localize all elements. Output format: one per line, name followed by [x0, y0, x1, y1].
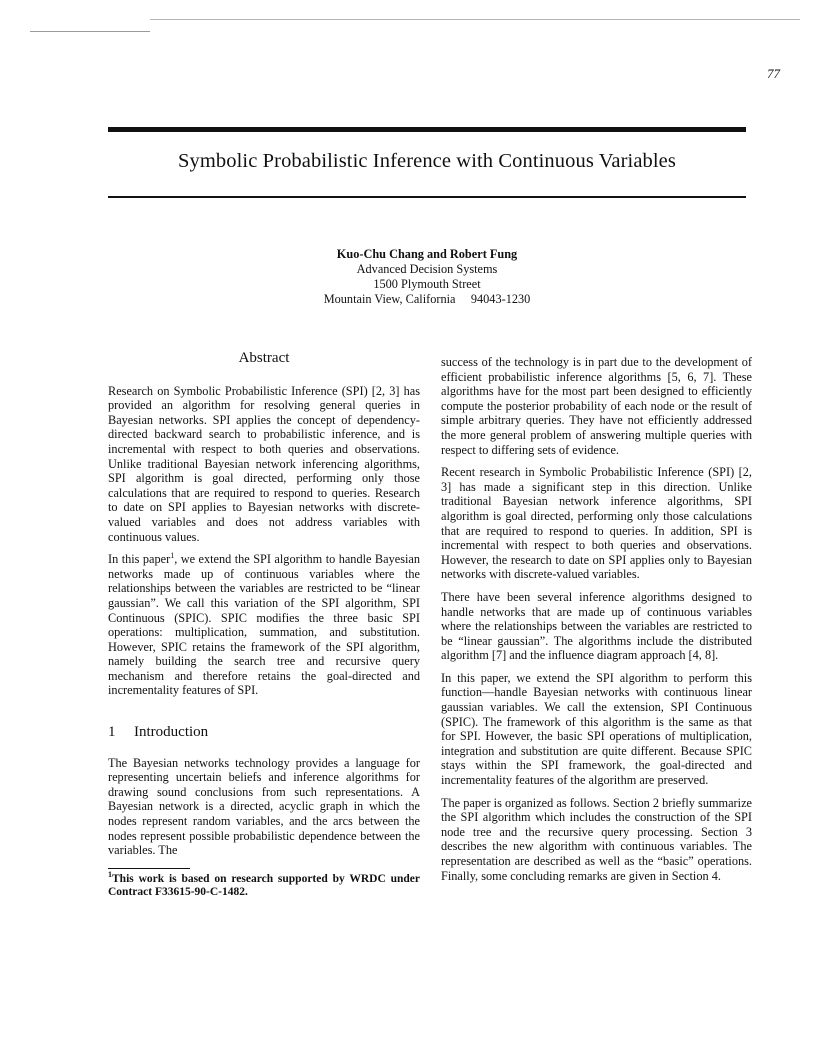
affiliation-street: 1500 Plymouth Street [373, 277, 481, 291]
paper-title: Symbolic Probabilistic Inference with Continuous Variables [178, 150, 676, 172]
abstract-paragraph-1: Research on Symbolic Probabilistic Inference (SPI) [2, 3] has provided an algorithm for resolving general queries in Bayesian networks. SPI applies the concept of dependency-directed backward search to probabilistic inference, and is incremental with respect to both queries and observations. Unlike traditional Bayesian network inferencing algorithms, SPI algorithm is goal directed, performing only those calculations that are required to respond to queries. Research to date on SPI applies to Bayesian networks with discrete-valued variables and does not address variables with continuous values. [108, 383, 420, 544]
affiliation-city: Mountain View, California [323, 292, 456, 306]
section-heading-introduction [108, 725, 420, 740]
right-paragraph-5: The paper is organized as follows. Section 2 briefly summarize the SPI algorithm which includes the construction of the SPI node tree and the recursive query processing. Section 3 describes the new algorithm with continuous variables. The representation are described as well as the “basic” operations. Finally, some concluding remarks are given in Section 4. [441, 795, 752, 883]
scan-artifact-line [30, 31, 150, 32]
scan-artifact-line [150, 19, 800, 20]
footnote-rule [108, 868, 190, 869]
affiliation-org: Advanced Decision Systems [356, 262, 498, 276]
footnote-marker: 1 [170, 551, 175, 561]
right-paragraph-3: There have been several inference algorithms designed to handle networks that are made up of continuous variables where the relationships between the variables are restricted to be “linear gaussian”. The algorithms include the distributed algorithm [7] and the influence diagram approach [4, 8]. [441, 589, 752, 663]
author-names: Kuo-Chu Chang and Robert Fung [336, 247, 518, 261]
abstract-p2-start: In this paper [108, 552, 171, 567]
affiliation-zip: 94043-1230 [470, 292, 531, 306]
abstract-paragraph-2 [108, 552, 420, 698]
right-paragraph-4: In this paper, we extend the SPI algorithm to perform this function—handle Bayesian networks with continuous linear gaussian variables. We call the extension, SPI Continuous (SPIC). The framework of this algorithm is the same as that for SPI. However, the basic SPI operations of multiplication, integration and substitution are quite different. Because SPIC stays within the SPI framework, the goal-directed and incrementality features of the algorithm are preserved. [441, 670, 752, 788]
footnote-mark: 1 [108, 869, 112, 879]
author-block [108, 247, 746, 307]
right-paragraph-2: Recent research in Symbolic Probabilistic Inference (SPI) [2, 3] has made a significant step in this direction. Unlike traditional Bayesian network inference algorithms, SPI algorithm is goal directed, performing only those calculations that are required to respond to queries. In addition, SPI is incremental with respect to both queries and observations. However, the research to date on SPI applies only to Bayesian networks with discrete-valued variables. [441, 465, 752, 582]
title-top-rule [108, 127, 746, 132]
intro-paragraph-1: The Bayesian networks technology provides a language for representing uncertain beliefs and inference algorithms for drawing sound conclusions from such representations. A Bayesian network is a directed, acyclic graph in which the nodes represent random variables, and the arcs between the nodes represent possible probabilistic dependence between the variables. The [108, 755, 420, 858]
left-column [108, 351, 420, 900]
abstract-heading: Abstract [238, 350, 290, 366]
footnote [108, 869, 420, 900]
affiliation-city-line [108, 292, 746, 307]
right-column [441, 355, 752, 891]
page-number: 77 [767, 66, 780, 81]
section-number: 1 [108, 724, 116, 741]
footnote-text: This work is based on research supported by WRDC under Contract F33615-90-C-1482. [108, 872, 420, 899]
abstract-p2-rest: , we extend the SPI algorithm to handle Bayesian networks made up of continuous variables where the relationships between the variables are restricted to be “linear gaussian”. We call this variation of the SPI algorithm, SPI Continuous (SPIC). SPIC modifies the three basic SPI operations: multiplication, summation, and substitution. However, SPIC retains the framework of the SPI algorithm, namely building the search tree and recursive query mechanism and therefore retains the goal-directed and incrementality features of SPI. [108, 552, 421, 698]
section-title: Introduction [134, 724, 209, 741]
title-bottom-rule [108, 196, 746, 198]
right-paragraph-1: success of the technology is in part due to the development of efficient probabilistic inference algorithms [5, 6, 7]. These algorithms have for the most part been designed to efficiently compute the posterior probability of each node or the result of simple arbitrary queries. They have not efficiently addressed the more general problem of answering multiple queries with respect to differing sets of evidence. [441, 355, 752, 457]
